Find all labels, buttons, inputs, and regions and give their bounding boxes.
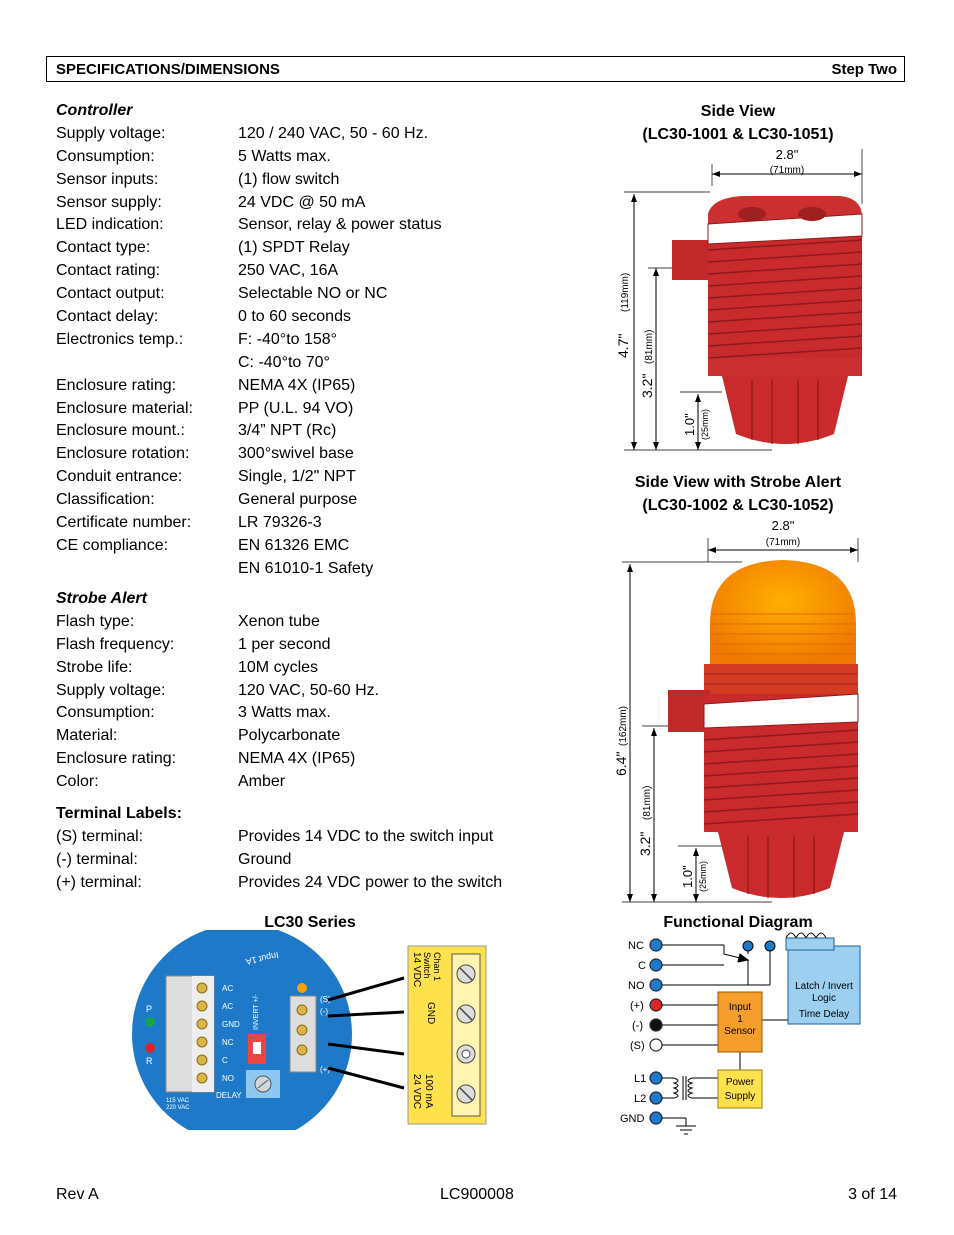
minus-term-label: (-) — [320, 1007, 328, 1016]
spec-value: Single, 1/2" NPT — [238, 468, 356, 486]
spec-label: Flash frequency: — [56, 635, 175, 653]
spec-label: Supply voltage: — [56, 681, 166, 699]
spec-label: Flash type: — [56, 612, 135, 630]
side-view-drawing — [612, 144, 872, 456]
functional-diagram — [612, 930, 872, 1146]
spec-value: 3 Watts max. — [238, 704, 331, 722]
spec-value: 1 per second — [238, 635, 331, 653]
input-label: Input 1A — [244, 950, 280, 967]
spec-label: Enclosure rating: — [56, 376, 177, 394]
spec-label: Certificate number: — [56, 514, 192, 532]
spec-row — [56, 725, 536, 748]
spec-row — [56, 489, 536, 512]
lc30-caption: LC30 Series — [264, 914, 356, 931]
spec-value: 300°swivel base — [238, 445, 354, 463]
y-chan-label: Chan 1 — [432, 952, 442, 982]
section-title: SPECIFICATIONS/DIMENSIONS — [56, 61, 280, 78]
spec-label: Supply voltage: — [56, 124, 166, 142]
side-width-label: 2.8" — [775, 147, 799, 162]
fd-latch-line3: Time Delay — [798, 1009, 850, 1020]
spec-label: (+) terminal: — [56, 873, 142, 891]
controller-specs — [56, 100, 536, 581]
spec-row — [56, 849, 536, 872]
strobe-width-label: 2.8" — [771, 518, 795, 533]
spec-label: Enclosure material: — [56, 399, 193, 417]
terminal-heading: Terminal Labels: — [56, 805, 182, 822]
spec-value: 120 VAC, 50-60 Hz. — [238, 681, 380, 699]
spec-value: LR 79326-3 — [238, 514, 322, 532]
spec-value: NEMA 4X (IP65) — [238, 750, 356, 768]
spec-value: Provides 14 VDC to the switch input — [238, 827, 494, 845]
spec-row — [56, 146, 536, 169]
spec-value: C: -40°to 70° — [238, 353, 330, 371]
spec-row — [56, 657, 536, 680]
y-14vdc-label: 14 VDC — [411, 952, 422, 988]
spec-row — [56, 398, 536, 421]
strobe-base-mm: (25mm) — [698, 861, 708, 892]
fd-gnd-label: GND — [620, 1113, 645, 1125]
fd-s-label: (S) — [630, 1040, 645, 1052]
spec-value: (1) SPDT Relay — [238, 239, 350, 257]
spec-value: 0 to 60 seconds — [238, 308, 351, 326]
p-led-label: P — [146, 1004, 153, 1014]
spec-label: Conduit entrance: — [56, 468, 183, 486]
strobe-height-label: 6.4" — [613, 751, 629, 776]
spec-value: 10M cycles — [238, 658, 319, 676]
spec-value: NEMA 4X (IP65) — [238, 376, 356, 394]
spec-row — [56, 826, 536, 849]
spec-value: 24 VDC @ 50 mA — [238, 193, 366, 211]
spec-row — [56, 192, 536, 215]
spec-label: (-) terminal: — [56, 850, 138, 868]
spec-label: Electronics temp.: — [56, 330, 184, 348]
y-100ma-label: 100 mA — [423, 1074, 434, 1109]
spec-row — [56, 558, 536, 581]
fd-l2-label: L2 — [634, 1093, 647, 1105]
spec-row — [56, 420, 536, 443]
spec-row — [56, 535, 536, 558]
spec-row — [56, 123, 536, 146]
fd-power-line1: Power — [725, 1077, 755, 1088]
spec-value: PP (U.L. 94 VO) — [238, 399, 354, 417]
side-mid-label: 3.2" — [639, 373, 655, 398]
spec-value: 120 / 240 VAC, 50 - 60 Hz. — [238, 124, 429, 142]
nc-label: NC — [222, 1038, 234, 1047]
strobe-heading: Strobe Alert — [56, 590, 147, 607]
spec-label: Material: — [56, 727, 118, 745]
spec-label: Sensor inputs: — [56, 170, 159, 188]
spec-value: 3/4” NPT (Rc) — [238, 422, 337, 440]
spec-label: Enclosure rotation: — [56, 445, 190, 463]
spec-label: Enclosure mount.: — [56, 422, 185, 440]
spec-row — [56, 169, 536, 192]
delay-label: DELAY — [216, 1091, 242, 1100]
no-label: NO — [222, 1074, 234, 1083]
spec-value: Sensor, relay & power status — [238, 216, 442, 234]
spec-label: Contact delay: — [56, 308, 159, 326]
spec-value: Ground — [238, 850, 292, 868]
spec-row — [56, 680, 536, 703]
fd-l1-label: L1 — [634, 1073, 647, 1085]
spec-row — [56, 702, 536, 725]
spec-row — [56, 611, 536, 634]
side-height-mm: (119mm) — [620, 272, 631, 312]
y-switch-label: Switch — [422, 952, 432, 979]
spec-label: Contact type: — [56, 239, 151, 257]
strobe-view-title: Side View with Strobe Alert — [634, 474, 842, 491]
strobe-view-drawing — [612, 514, 872, 910]
spec-value: Polycarbonate — [238, 727, 341, 745]
spec-row — [56, 443, 536, 466]
spec-row — [56, 512, 536, 535]
section-header — [46, 56, 905, 82]
fd-input-line3: Sensor — [724, 1026, 756, 1037]
side-view-models: (LC30-1001 & LC30-1051) — [642, 126, 834, 143]
fd-power-line2: Supply — [724, 1091, 756, 1102]
strobe-base-label: 1.0" — [680, 865, 695, 888]
ac1-label: AC — [222, 984, 234, 993]
fd-no-label: NO — [628, 980, 645, 992]
y-gnd-label: GND — [425, 1002, 436, 1025]
lc30-board-drawing — [130, 930, 490, 1135]
side-view-title: Side View — [700, 103, 776, 120]
spec-label: Strobe life: — [56, 658, 133, 676]
spec-value: Xenon tube — [238, 612, 320, 630]
footer-revision: Rev A — [56, 1186, 99, 1203]
controller-heading: Controller — [56, 102, 133, 119]
side-base-mm: (25mm) — [700, 409, 710, 440]
spec-row — [56, 329, 536, 352]
side-height-label: 4.7" — [615, 333, 631, 358]
v220-label: 220 VAC — [166, 1105, 190, 1111]
spec-label: Consumption: — [56, 147, 155, 165]
plus-term-label: (+) — [320, 1065, 330, 1074]
invert-label: INVERT +/- — [253, 994, 260, 1030]
spec-row — [56, 771, 536, 794]
spec-row — [56, 634, 536, 657]
spec-value: Provides 24 VDC power to the switch — [238, 873, 503, 891]
spec-label: Enclosure rating: — [56, 750, 177, 768]
fd-c-label: C — [638, 960, 646, 972]
spec-value: EN 61010-1 Safety — [238, 559, 374, 577]
fd-minus-label: (-) — [632, 1020, 643, 1032]
spec-value: Amber — [238, 773, 286, 791]
v115-label: 115 VAC — [166, 1098, 190, 1104]
strobe-height-mm: (162mm) — [618, 705, 629, 746]
spec-value: 250 VAC, 16A — [238, 262, 339, 280]
fd-input-line2: 1 — [737, 1014, 743, 1025]
spec-label: Consumption: — [56, 704, 155, 722]
spec-value: EN 61326 EMC — [238, 536, 350, 554]
spec-value: 5 Watts max. — [238, 147, 331, 165]
side-width-mm: (71mm) — [769, 165, 805, 176]
spec-value: Selectable NO or NC — [238, 285, 388, 303]
c-label: C — [222, 1056, 228, 1065]
spec-row — [56, 748, 536, 771]
spec-label: Contact rating: — [56, 262, 161, 280]
fd-latch-line1: Latch / Invert — [795, 981, 853, 992]
spec-value: (1) flow switch — [238, 170, 340, 188]
spec-row — [56, 260, 536, 283]
terminal-labels — [56, 803, 536, 895]
spec-label: Classification: — [56, 491, 155, 509]
spec-value: General purpose — [238, 491, 358, 509]
spec-label: CE compliance: — [56, 536, 169, 554]
side-base-label: 1.0" — [682, 413, 697, 436]
strobe-view-caption — [618, 471, 858, 517]
footer-doc-number: LC900008 — [440, 1186, 514, 1203]
ac2-label: AC — [222, 1002, 234, 1011]
strobe-mid-label: 3.2" — [637, 831, 653, 856]
spec-label: Color: — [56, 773, 99, 791]
side-mid-mm: (81mm) — [644, 329, 655, 364]
spec-label: (S) terminal: — [56, 827, 144, 845]
spec-row — [56, 237, 536, 260]
functional-caption: Functional Diagram — [663, 914, 813, 931]
footer-page: 3 of 14 — [848, 1186, 897, 1203]
spec-label: LED indication: — [56, 216, 164, 234]
spec-row — [56, 872, 536, 895]
fd-latch-line2: Logic — [812, 993, 836, 1004]
side-view-caption — [618, 100, 858, 146]
step-label: Step Two — [831, 61, 897, 78]
spec-label: Contact output: — [56, 285, 165, 303]
fd-input-line1: Input — [728, 1002, 752, 1013]
gnd-label: GND — [222, 1020, 240, 1029]
spec-row — [56, 283, 536, 306]
spec-row — [56, 214, 536, 237]
strobe-specs — [56, 588, 536, 794]
spec-row — [56, 352, 536, 375]
spec-row — [56, 466, 536, 489]
strobe-view-models: (LC30-1002 & LC30-1052) — [642, 497, 834, 514]
strobe-width-mm: (71mm) — [765, 537, 801, 548]
r-led-label: R — [146, 1056, 153, 1066]
strobe-mid-mm: (81mm) — [642, 785, 653, 820]
fd-nc-label: NC — [628, 940, 644, 952]
y-24vdc-label: 24 VDC — [411, 1074, 422, 1110]
fd-plus-label: (+) — [630, 1000, 644, 1012]
spec-row — [56, 306, 536, 329]
spec-label: Sensor supply: — [56, 193, 162, 211]
s-term-label: (S) — [320, 995, 331, 1004]
spec-row — [56, 375, 536, 398]
spec-value: F: -40°to 158° — [238, 330, 338, 348]
